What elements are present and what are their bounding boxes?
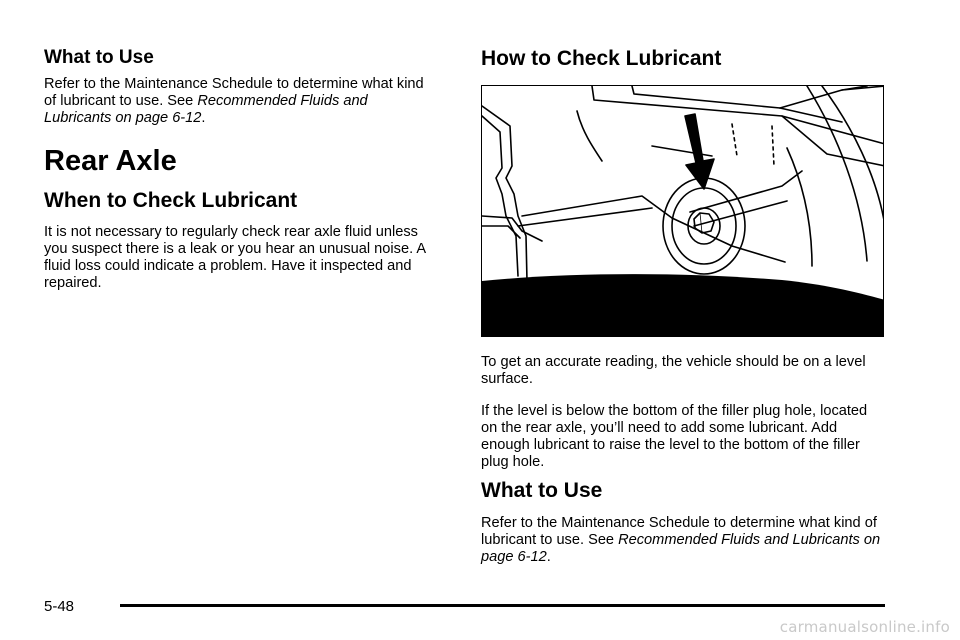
page-number: 5-48 <box>44 598 75 615</box>
filler-plug-figure <box>481 85 884 337</box>
what-to-use-text-left: Refer to the Maintenance Schedule to determine what kind of lubricant to use. See <box>44 76 424 109</box>
level-below-paragraph: If the level is below the bottom of the filler plug hole, located on the rear axle, you’ll need to add some lubricant. Add enough lubricant to raise the level to the bottom of the filler plug hole. <box>481 403 868 470</box>
recommended-fluids-link-left: Recommended Fluids and Lubricants on page 6-12 <box>44 93 368 126</box>
rear-axle-heading: Rear Axle <box>44 145 177 177</box>
accurate-reading-paragraph: To get an accurate reading, the vehicle should be on a level surface. <box>481 354 866 387</box>
what-to-use-heading-left: What to Use <box>44 47 154 68</box>
footer-rule <box>120 604 885 607</box>
filler-plug-arrow-illustration <box>482 86 884 337</box>
when-to-check-heading: When to Check Lubricant <box>44 189 298 212</box>
recommended-fluids-link-right: Recommended Fluids and Lubricants on page 6-12 <box>481 532 881 565</box>
period: . <box>546 549 551 565</box>
what-to-use-paragraph-right <box>481 515 886 566</box>
period: . <box>201 110 206 126</box>
what-to-use-paragraph-left <box>44 76 439 127</box>
what-to-use-heading-right: What to Use <box>481 479 603 502</box>
watermark: carmanualsonline.info <box>779 618 950 636</box>
what-to-use-text-right: Refer to the Maintenance Schedule to determine what kind of lubricant to use. See <box>481 515 877 548</box>
how-to-check-heading: How to Check Lubricant <box>481 47 722 70</box>
when-to-check-paragraph: It is not necessary to regularly check rear axle fluid unless you suspect there is a leak or you hear an unusual noise. A fluid loss could indicate a problem. Have it inspected and repaired. <box>44 224 426 291</box>
